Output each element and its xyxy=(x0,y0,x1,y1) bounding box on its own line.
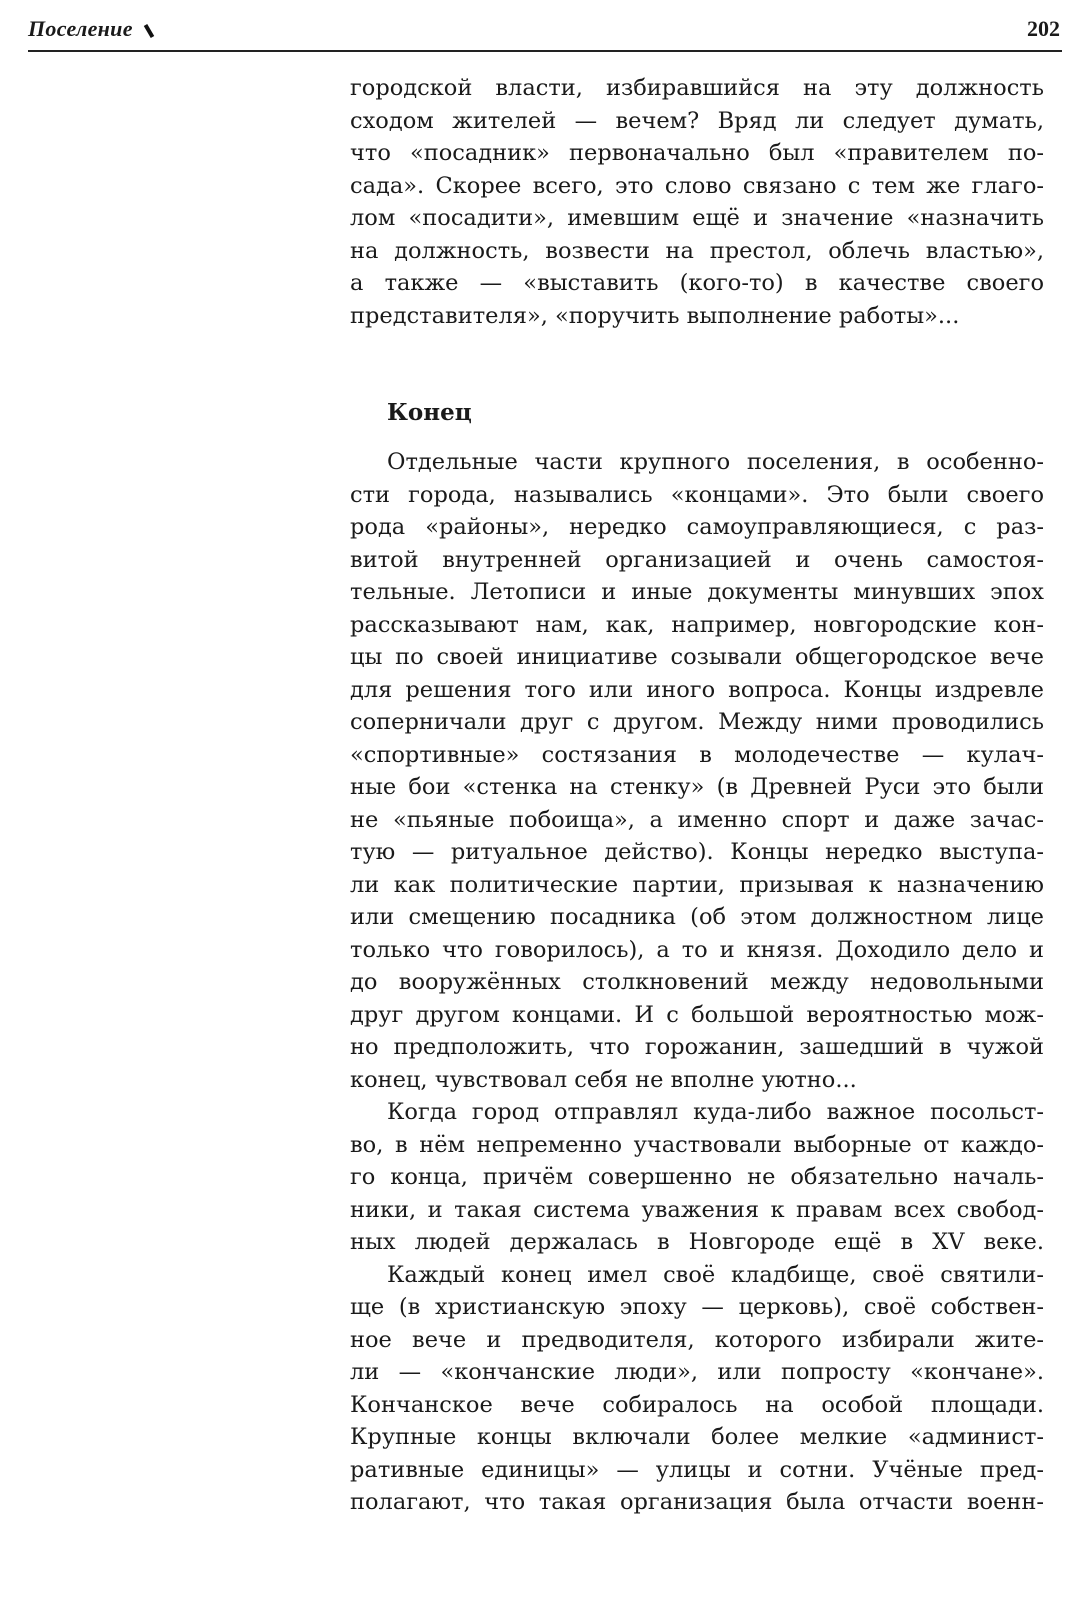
text-line: друг другом концами. И с большой вероятностью мож- xyxy=(350,1001,1044,1028)
section-mark-icon xyxy=(144,24,154,38)
text-line: Отдельные части крупного поселения, в особенно- xyxy=(387,449,1044,475)
text-column xyxy=(350,72,1044,1519)
text-line: но предположить, что горожанин, зашедший в чужой xyxy=(350,1034,1044,1060)
text-line: представителя», «поручить выполнение работы»... xyxy=(350,302,960,329)
text-line: ли — «кончанские люди», или попросту «кончане». xyxy=(350,1359,1044,1385)
text-line: «спортивные» состязания в молодечестве — кулач- xyxy=(350,741,1044,768)
text-line: для решения того или иного вопроса. Концы издревле xyxy=(350,676,1044,703)
text-line: на должность, возвести на престол, облечь властью», xyxy=(350,237,1044,264)
text-line: полагают, что такая организация была отчасти военн- xyxy=(350,1489,1044,1515)
text-line: или смещению посадника (об этом должностном лице xyxy=(350,904,1044,930)
section-gap xyxy=(350,332,1044,390)
text-line: не «пьяные побоища», а именно спорт и даже зачас- xyxy=(350,806,1044,833)
text-line: сходом жителей — вечем? Вряд ли следует думать, xyxy=(350,107,1044,134)
text-line: лом «посадити», имевшим ещё и значение «назначить xyxy=(350,205,1044,231)
text-line: во, в нём непременно участвовали выборные от каждо- xyxy=(350,1131,1044,1158)
text-line: цы по своей инициативе созывали общегородское вече xyxy=(350,644,1044,670)
section-heading: Конец xyxy=(387,399,472,426)
text-line: ративные единицы» — улицы и сотни. Учёные пред- xyxy=(350,1456,1044,1483)
text-line: ли как политические партии, призывая к назначению xyxy=(350,871,1044,898)
text-line: что «посадник» первоначально был «правителем по- xyxy=(350,140,1044,166)
text-line: ное вече и предводителя, которого избирали жите- xyxy=(350,1326,1044,1353)
running-head xyxy=(28,14,1062,52)
text-line: а также — «выставить (кого-то) в качестве своего xyxy=(350,270,1044,296)
text-line: Когда город отправлял куда-либо важное посольст- xyxy=(387,1099,1044,1125)
text-line: го конца, причём совершенно не обязательно началь- xyxy=(350,1164,1044,1190)
text-line: ще (в христианскую эпоху — церковь), своё собствен- xyxy=(350,1294,1044,1320)
text-line: городской власти, избиравшийся на эту должность xyxy=(350,75,1044,101)
text-line: Крупные концы включали более мелкие «админист- xyxy=(350,1424,1044,1450)
running-head-section: Поселение xyxy=(28,16,151,42)
text-line: тую — ритуальное действо). Концы нередко выступа- xyxy=(350,839,1044,865)
text-line: сти города, назывались «концами». Это были своего xyxy=(350,481,1044,508)
paragraph-1 xyxy=(350,72,1044,332)
text-line: ных людей держалась в Новгороде ещё в XV веке. xyxy=(350,1229,1044,1255)
text-line: до вооружённых столкновений между недовольными xyxy=(350,969,1044,995)
text-line: Кончанское вече собиралось на особой площади. xyxy=(350,1391,1044,1418)
paragraph-4 xyxy=(350,1259,1044,1519)
text-line: ники, и такая система уважения к правам всех свобод- xyxy=(350,1196,1044,1223)
text-line: конец, чувствовал себя не вполне уютно... xyxy=(350,1066,857,1093)
text-line: рода «районы», нередко самоуправляющиеся, с раз- xyxy=(350,514,1044,540)
text-line: рассказывают нам, как, например, новгородские кон- xyxy=(350,611,1044,638)
text-line: витой внутренней организацией и очень самостоя- xyxy=(350,546,1044,573)
text-line: ные бои «стенка на стенку» (в Древней Руси это были xyxy=(350,774,1044,800)
page-number: 202 xyxy=(1027,16,1060,41)
text-line: соперничали друг с другом. Между ними проводились xyxy=(350,709,1044,735)
text-line: Каждый конец имел своё кладбище, своё святили- xyxy=(387,1261,1044,1288)
text-line: тельные. Летописи и иные документы минувших эпох xyxy=(350,579,1044,605)
paragraph-2 xyxy=(350,446,1044,1096)
text-line: сада». Скорее всего, это слово связано с тем же глаго- xyxy=(350,172,1044,199)
paragraph-3 xyxy=(350,1096,1044,1259)
text-line: только что говорилось), а то и князя. Доходило дело и xyxy=(350,936,1044,963)
